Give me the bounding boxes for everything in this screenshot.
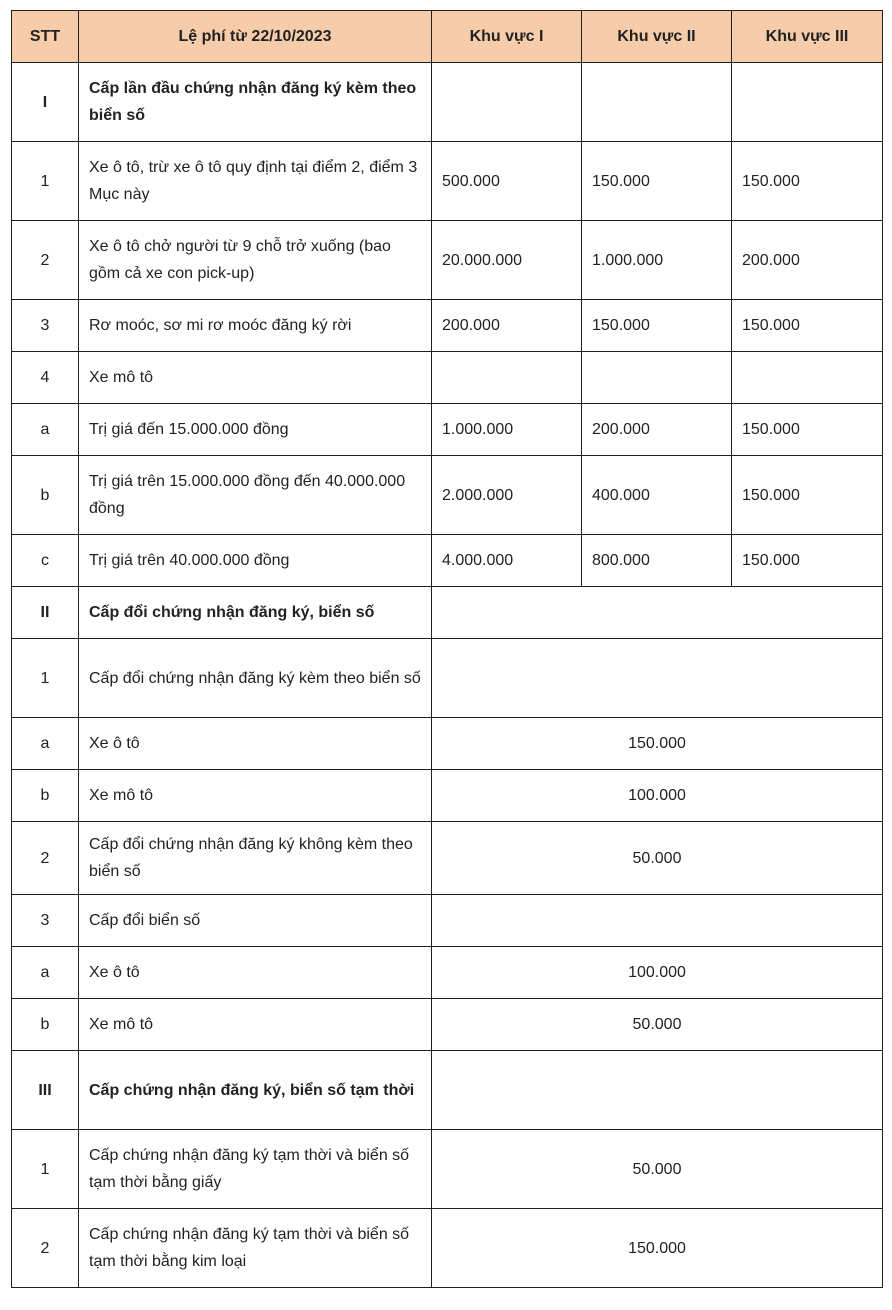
row-value [432,587,883,639]
table-row [12,587,883,639]
row-stt: I [12,63,79,142]
header-fee: Lệ phí từ 22/10/2023 [79,11,432,63]
row-value: 150.000 [432,1209,883,1288]
row-kv3: 150.000 [732,535,883,587]
row-kv3: 150.000 [732,300,883,352]
row-kv1: 2.000.000 [432,456,582,535]
row-value [432,895,883,947]
row-value: 50.000 [432,1130,883,1209]
row-value: 50.000 [432,999,883,1051]
table-row [12,947,883,999]
row-label: Xe ô tô [79,718,432,770]
fee-table [11,10,883,1288]
row-label: Cấp đổi biển số [79,895,432,947]
table-row [12,456,883,535]
row-stt: 2 [12,221,79,300]
row-stt: 2 [12,1209,79,1288]
row-kv2: 1.000.000 [582,221,732,300]
header-stt: STT [12,11,79,63]
table-row [12,63,883,142]
row-stt: a [12,718,79,770]
table-row [12,999,883,1051]
row-value: 50.000 [432,822,883,895]
row-label: Xe mô tô [79,352,432,404]
row-stt: 3 [12,300,79,352]
row-label: Xe ô tô chở người từ 9 chỗ trở xuống (bao gồm cả xe con pick-up) [79,221,432,300]
row-label: Xe ô tô [79,947,432,999]
row-kv3: 150.000 [732,142,883,221]
row-kv3: 200.000 [732,221,883,300]
fee-table-container [11,10,883,1288]
row-value [432,639,883,718]
row-stt: 2 [12,822,79,895]
row-kv3 [732,352,883,404]
row-label: Trị giá đến 15.000.000 đồng [79,404,432,456]
row-kv2: 150.000 [582,300,732,352]
table-row [12,1130,883,1209]
row-kv1 [432,63,582,142]
row-kv1: 1.000.000 [432,404,582,456]
row-label: Cấp lần đầu chứng nhận đăng ký kèm theo biển số [79,63,432,142]
row-value: 150.000 [432,718,883,770]
row-kv2 [582,352,732,404]
row-stt: 1 [12,639,79,718]
row-label: Cấp đổi chứng nhận đăng ký, biển số [79,587,432,639]
row-stt: b [12,456,79,535]
row-kv1: 500.000 [432,142,582,221]
row-label: Xe ô tô, trừ xe ô tô quy định tại điểm 2, điểm 3 Mục này [79,142,432,221]
row-stt: III [12,1051,79,1130]
table-row [12,221,883,300]
row-kv2 [582,63,732,142]
row-label: Cấp chứng nhận đăng ký tạm thời và biển số tạm thời bằng giấy [79,1130,432,1209]
row-stt: 1 [12,142,79,221]
header-region-2: Khu vực II [582,11,732,63]
row-kv1 [432,352,582,404]
table-header-row [12,11,883,63]
row-label: Cấp đổi chứng nhận đăng ký kèm theo biển số [79,639,432,718]
row-label: Cấp chứng nhận đăng ký, biển số tạm thời [79,1051,432,1130]
table-row [12,770,883,822]
table-row [12,1051,883,1130]
row-label: Trị giá trên 40.000.000 đồng [79,535,432,587]
row-stt: b [12,999,79,1051]
table-row [12,142,883,221]
row-label: Cấp đổi chứng nhận đăng ký không kèm theo biển số [79,822,432,895]
row-stt: b [12,770,79,822]
table-row [12,1209,883,1288]
row-kv2: 400.000 [582,456,732,535]
table-row [12,300,883,352]
row-stt: II [12,587,79,639]
table-row [12,639,883,718]
row-label: Xe mô tô [79,999,432,1051]
row-value [432,1051,883,1130]
row-stt: a [12,947,79,999]
table-row [12,352,883,404]
row-stt: 3 [12,895,79,947]
header-region-3: Khu vực III [732,11,883,63]
row-kv1: 4.000.000 [432,535,582,587]
header-region-1: Khu vực I [432,11,582,63]
row-label: Trị giá trên 15.000.000 đồng đến 40.000.000 đồng [79,456,432,535]
row-kv1: 20.000.000 [432,221,582,300]
table-row [12,535,883,587]
row-label: Rơ moóc, sơ mi rơ moóc đăng ký rời [79,300,432,352]
row-kv2: 150.000 [582,142,732,221]
row-kv3: 150.000 [732,456,883,535]
row-kv2: 200.000 [582,404,732,456]
row-kv3: 150.000 [732,404,883,456]
row-stt: 4 [12,352,79,404]
row-label: Xe mô tô [79,770,432,822]
row-value: 100.000 [432,770,883,822]
row-value: 100.000 [432,947,883,999]
table-row [12,718,883,770]
row-label: Cấp chứng nhận đăng ký tạm thời và biển số tạm thời bằng kim loại [79,1209,432,1288]
table-row [12,822,883,895]
row-stt: a [12,404,79,456]
row-kv1: 200.000 [432,300,582,352]
row-kv2: 800.000 [582,535,732,587]
table-row [12,404,883,456]
row-stt: c [12,535,79,587]
row-stt: 1 [12,1130,79,1209]
table-row [12,895,883,947]
row-kv3 [732,63,883,142]
